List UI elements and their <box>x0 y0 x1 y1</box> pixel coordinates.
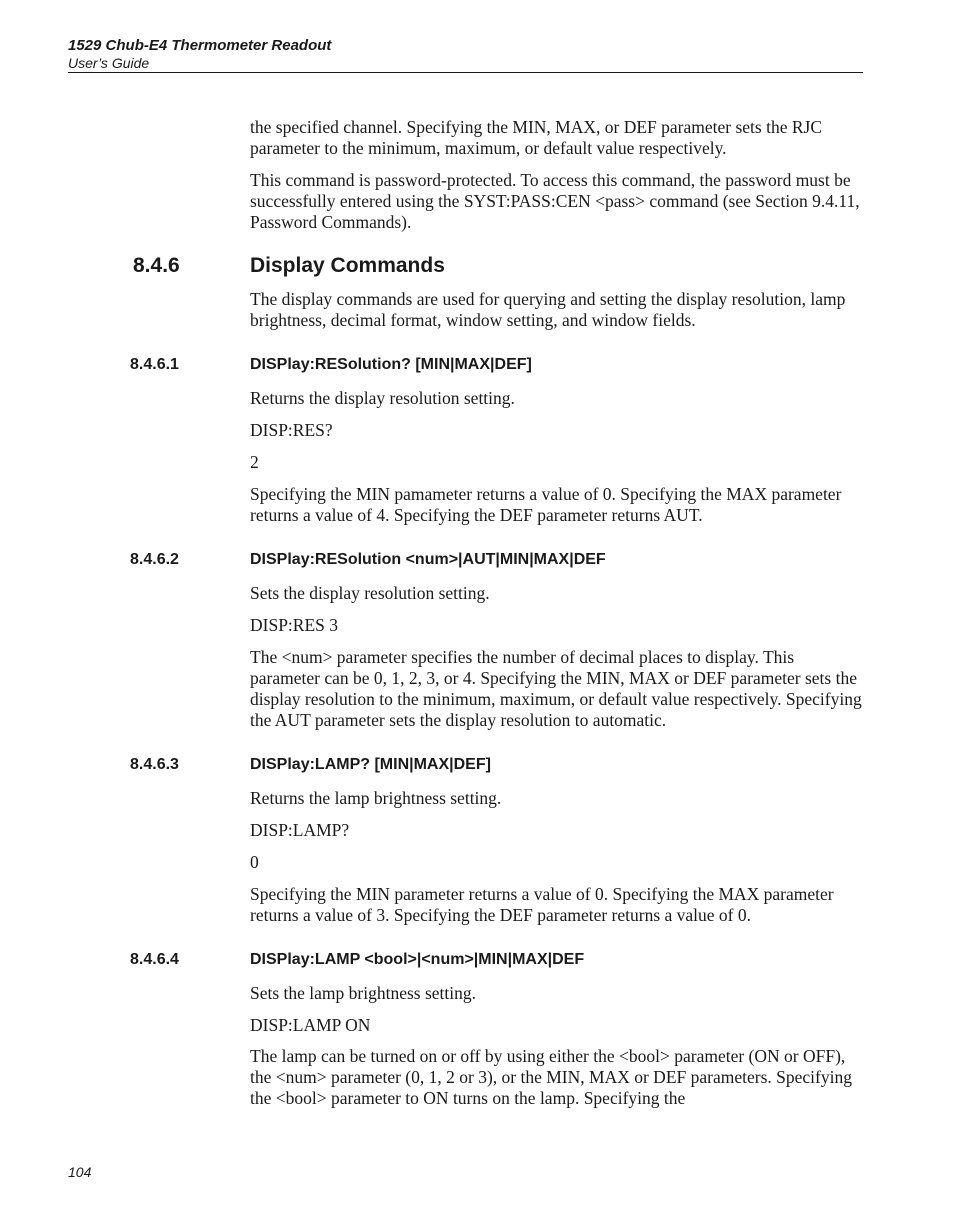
running-header-subtitle: User’s Guide <box>68 55 150 71</box>
subsection-number: 8.4.6.3 <box>130 756 179 773</box>
command-example: DISP:RES 3 <box>250 615 339 635</box>
header-rule <box>68 72 863 73</box>
intro-paragraph-1: the specified channel. Specifying the MIN, MAX, or DEF parameter sets the RJC parameter to the minimum, maximum, or default value respectively. <box>250 117 823 158</box>
subsection-number: 8.4.6.1 <box>130 356 179 373</box>
command-example: DISP:LAMP ON <box>250 1015 371 1035</box>
command-description: Sets the lamp brightness setting. <box>250 983 477 1003</box>
subsection-title: DISPlay:RESolution? [MIN|MAX|DEF] <box>250 356 532 373</box>
command-note: Specifying the MIN parameter returns a value of 0. Specifying the MAX parameter returns a value of 3. Specifying the DEF parameter returns a value of 0. <box>250 884 834 925</box>
subsection-title: DISPlay:RESolution <num>|AUT|MIN|MAX|DEF <box>250 551 606 568</box>
command-note: Specifying the MIN pamameter returns a value of 0. Specifying the MAX parameter returns a value of 4. Specifying the DEF parameter returns AUT. <box>250 484 842 525</box>
subsection-number: 8.4.6.4 <box>130 951 179 968</box>
section-title: Display Commands <box>250 254 445 277</box>
command-note: The lamp can be turned on or off by using either the <bool> parameter (ON or OFF), the <num> parameter (0, 1, 2 or 3), or the MIN, MAX or DEF parameters. Specifying the <bool> parameter to ON turns on the lamp. Specifying the <box>250 1046 852 1108</box>
subsection-title: DISPlay:LAMP? [MIN|MAX|DEF] <box>250 756 491 773</box>
command-example: DISP:LAMP? <box>250 820 350 840</box>
command-description: Returns the lamp brightness setting. <box>250 788 502 808</box>
command-response: 0 <box>250 852 259 872</box>
command-note: The <num> parameter specifies the number of decimal places to display. This parameter can be 0, 1, 2, 3, or 4. Specifying the MIN, MAX or DEF parameter sets the display resolution to the minimum, maximum, or default value respectively. Specifying the AUT parameter sets the display resolution to automatic. <box>250 647 862 730</box>
command-description: Returns the display resolution setting. <box>250 388 515 408</box>
command-description: Sets the display resolution setting. <box>250 583 490 603</box>
page-number: 104 <box>68 1164 92 1180</box>
subsection-number: 8.4.6.2 <box>130 551 179 568</box>
running-header-title: 1529 Chub-E4 Thermometer Readout <box>68 37 332 54</box>
command-response: 2 <box>250 452 259 472</box>
intro-paragraph-2: This command is password-protected. To access this command, the password must be successfully entered using the SYST:PASS:CEN <pass> command (see Section 9.4.11, Password Commands). <box>250 170 860 232</box>
section-number: 8.4.6 <box>133 254 180 277</box>
subsection-title: DISPlay:LAMP <bool>|<num>|MIN|MAX|DEF <box>250 951 585 968</box>
section-intro: The display commands are used for querying and setting the display resolution, lamp brightness, decimal format, window setting, and window fields. <box>250 289 846 330</box>
command-example: DISP:RES? <box>250 420 333 440</box>
